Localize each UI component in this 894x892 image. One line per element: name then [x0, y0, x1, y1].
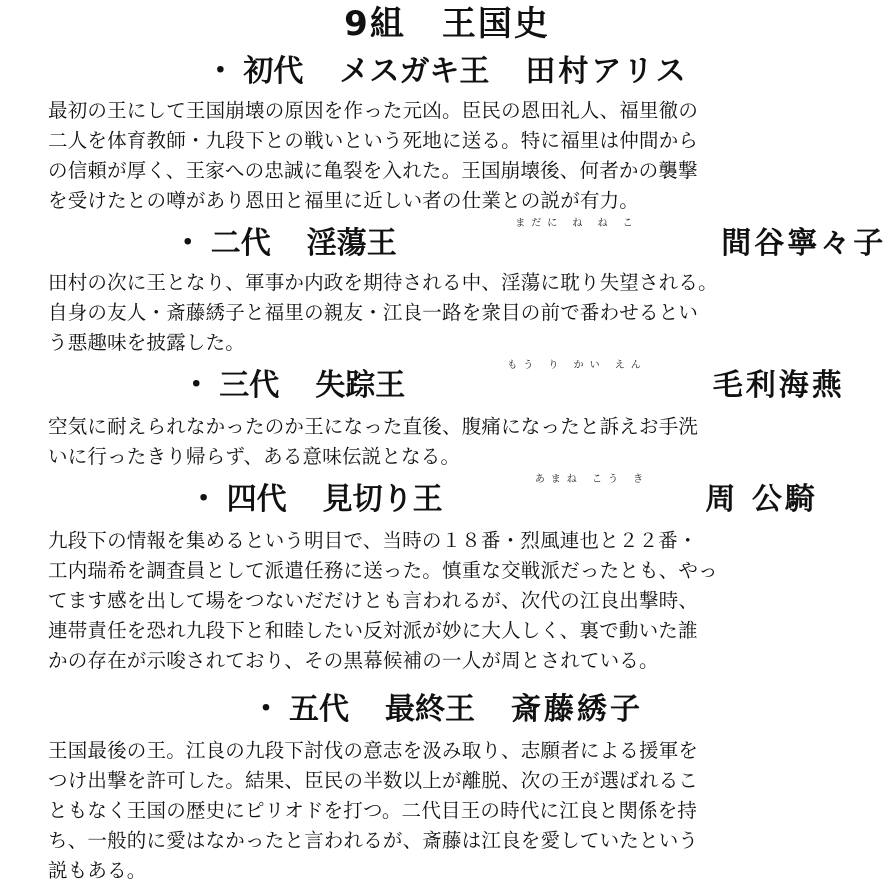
body-line: かの存在が示唆されており、その黒幕候補の一人が周とされている。	[48, 649, 659, 672]
generation-label: 五代	[289, 692, 349, 727]
person-name: もう り かい えん毛利海燕	[441, 362, 713, 410]
bullet-dot: ・	[205, 54, 236, 89]
furigana: まだに ね ね こ	[515, 218, 639, 229]
generation-label: 四代	[226, 482, 287, 517]
body-line: てます感を出して場をつないだだけとも言われるが、次代の江良出撃時、	[48, 589, 699, 612]
person-name: 田村アリス	[525, 54, 689, 89]
section-body-4	[48, 526, 848, 676]
section-heading-2	[0, 220, 894, 268]
section-body-2	[48, 268, 848, 358]
king-title: 淫蕩王	[306, 226, 397, 261]
person-name: あまね こう き周 公騎	[479, 476, 706, 524]
bullet-dot: ・	[181, 368, 212, 403]
body-line: いに行ったきり帰らず、ある意味伝説となる。	[48, 445, 461, 468]
body-line: 田村の次に王となり、軍事か内政を期待される中、淫蕩に耽り失望される。	[48, 271, 718, 294]
section-heading-4	[0, 476, 894, 524]
page-title: 9組 王国史	[344, 4, 550, 44]
king-title: 見切り王	[322, 482, 443, 517]
person-name: まだに ね ね こ間谷寧々子	[433, 220, 722, 268]
body-line: 九段下の情報を集めるという明目で、当時の１８番・烈風連也と２２番・	[48, 529, 698, 552]
section-body-3	[48, 412, 848, 472]
body-line: 最初の王にして王国崩壊の原因を作った元凶。臣民の恩田礼人、福里徹の	[48, 99, 699, 122]
bullet-dot: ・	[172, 226, 203, 261]
body-line: 二人を体育教師・九段下との戦いという死地に送る。特に福里は仲間から	[48, 129, 699, 152]
section-heading-3	[0, 362, 894, 410]
body-line: う悪趣味を披露した。	[48, 331, 246, 354]
furigana: あまね こう き	[534, 474, 650, 485]
body-line: 説もある。	[48, 859, 147, 882]
generation-label: 二代	[210, 226, 271, 261]
king-title: 失踪王	[315, 368, 406, 403]
king-title: メスガキ王	[339, 54, 490, 89]
body-line: ち、一般的に愛はなかったと言われるが、斎藤は江良を愛していたという	[48, 829, 699, 852]
body-line: つけ出撃を許可した。結果、臣民の半数以上が離脱、次の王が選ばれるこ	[48, 769, 699, 792]
furigana: もう り かい えん	[507, 360, 647, 371]
bullet-dot: ・	[251, 692, 281, 727]
body-line: ともなく王国の歴史にピリオドを打つ。二代目王の時代に江良と関係を持	[48, 799, 698, 822]
section-heading-5	[0, 686, 894, 734]
bullet-dot: ・	[188, 482, 219, 517]
generation-label: 三代	[219, 368, 280, 403]
body-line: を受けたとの噂があり恩田と福里に近しい者の仕業との説が有力。	[48, 189, 640, 212]
body-line: 王国最後の王。江良の九段下討伐の意志を汲み取り、志願者による援軍を	[48, 739, 699, 762]
body-line: 工内瑞希を調査員として派遣任務に送った。慎重な交戦派だったとも、やっ	[48, 559, 718, 582]
section-body-5	[48, 736, 848, 886]
generation-label: 初代	[243, 54, 304, 89]
person-name: 斎藤綉子	[511, 692, 643, 727]
body-line: の信頼が厚く、王家への忠誠に亀裂を入れた。王国崩壊後、何者かの襲撃	[48, 159, 698, 182]
body-line: 連帯責任を恐れ九段下と和睦したい反対派が妙に大人しく、裏で動いた誰	[48, 619, 698, 642]
body-line: 自身の友人・斎藤綉子と福里の親友・江良一路を衆目の前で番わせるとい	[48, 301, 699, 324]
section-heading-1	[0, 48, 894, 96]
section-body-1	[48, 96, 848, 216]
king-title: 最終王	[385, 692, 475, 727]
body-line: 空気に耐えられなかったのか王になった直後、腹痛になったと訴えお手洗	[48, 415, 699, 438]
